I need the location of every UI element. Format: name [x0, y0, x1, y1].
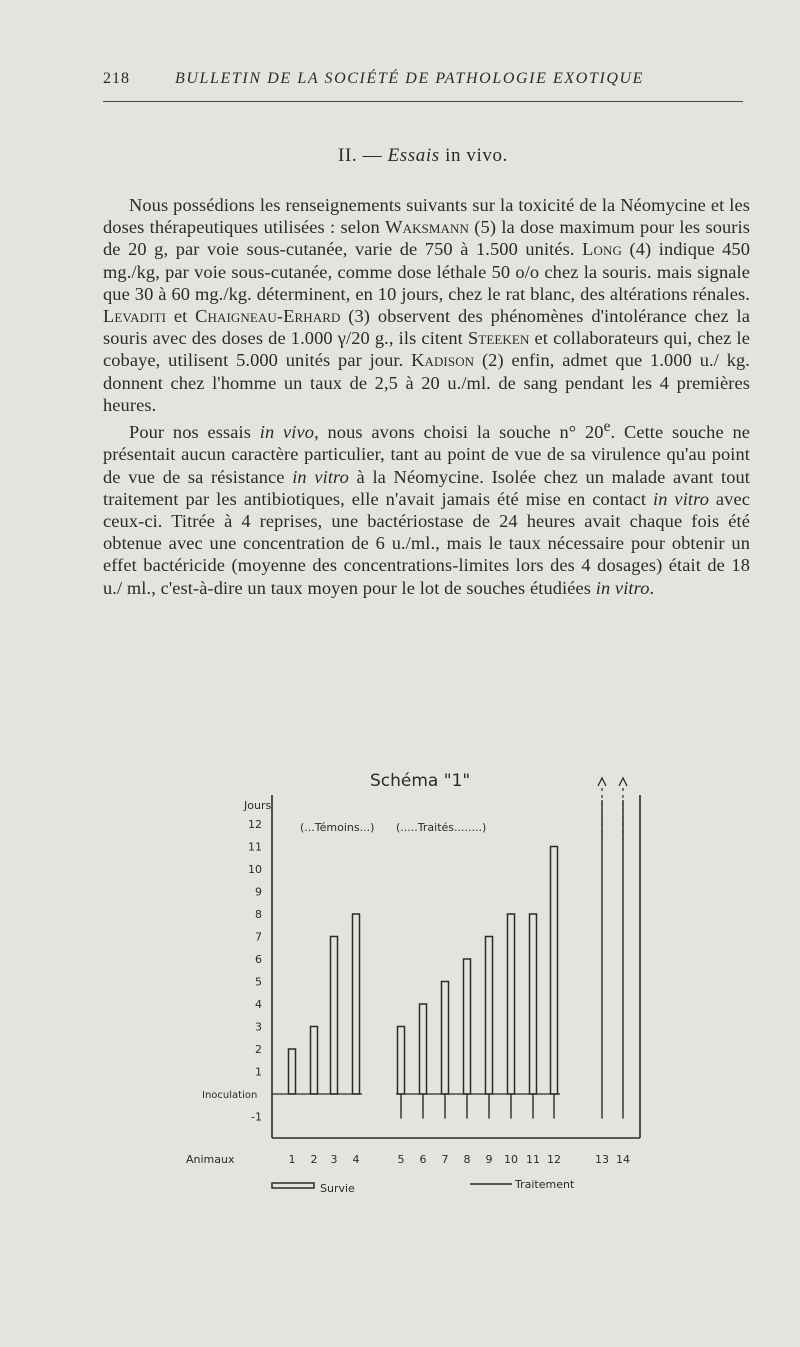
- p2-italic-2: in vitro: [292, 466, 349, 487]
- x-tick-label: 13: [595, 1153, 609, 1166]
- author-chaigneau-erhard: Chaigneau-Erhard: [195, 306, 341, 327]
- survivor-arrow-head: [619, 778, 627, 786]
- author-waksmann: Waksmann: [385, 217, 470, 238]
- survival-bar: [289, 1049, 296, 1094]
- y-tick-label: 1: [255, 1065, 262, 1079]
- y-tick-label: 8: [255, 908, 262, 921]
- page-number: 218: [103, 70, 130, 87]
- y-tick-label: 2: [255, 1043, 262, 1056]
- section-numeral: II. —: [338, 145, 383, 166]
- survival-bar: [442, 982, 449, 1095]
- p2-italic-4: in vitro: [595, 577, 650, 598]
- x-axis-label: Animaux: [186, 1153, 235, 1166]
- x-tick-label: 10: [504, 1153, 518, 1166]
- y-tick-label: 3: [255, 1020, 262, 1034]
- survival-bar: [331, 937, 338, 1095]
- y-tick-label: 7: [255, 930, 262, 944]
- x-tick-label: 3: [330, 1153, 338, 1166]
- author-levaditi: Levaditi: [103, 306, 167, 327]
- p1-text-1: Nous possédions les renseignements suivants sur la toxicité de la Néomycine et les doses thérapeutiques utilisées : selon: [103, 195, 750, 238]
- survival-bar: [353, 914, 360, 1094]
- p2-text-5: avec ceux-ci. Titrée à 4 reprises, une bactériostase de 24 heures avait chaque fois été obtenue avec une concentration de 6 u./ml., mais le taux nécessaire pour obtenir un effet bactéricide (moyenne des concentrations-limites lors des 4 dosages) était de 18 u./ ml., c'est-à-dire un taux moyen pour le lot de souches étudiées: [103, 488, 750, 598]
- survival-bar: [420, 1004, 427, 1094]
- section-title-rest: in vivo.: [445, 145, 508, 166]
- y-tick-label: 5: [255, 975, 262, 989]
- x-tick-label: 12: [547, 1153, 561, 1166]
- legend-survie-label: Survie: [320, 1182, 355, 1195]
- y-tick-label: Inoculation: [202, 1090, 258, 1101]
- p1-text-7: (2) enfin, admet que 1.000 u./ kg. donnent chez l'homme un taux de 2,5 à 20 u./ml. de sang pendant les 4 premières heures.: [103, 350, 750, 415]
- survival-bar: [464, 959, 471, 1094]
- y-tick-label: 10: [248, 863, 262, 876]
- x-tick-label: 2: [310, 1153, 318, 1166]
- survival-bar: [398, 1027, 405, 1095]
- y-tick-labels: [202, 818, 262, 1124]
- section-title-italic: Essais: [387, 145, 440, 166]
- x-tick-label: 8: [463, 1153, 471, 1166]
- chart-title: Schéma "1": [370, 771, 471, 791]
- x-tick-label: 4: [352, 1153, 360, 1166]
- y-tick-label: 4: [255, 998, 262, 1011]
- p2-superscript: e: [603, 418, 611, 436]
- x-tick-label: 14: [616, 1153, 630, 1166]
- y-tick-label: 12: [248, 818, 262, 831]
- group-label-traites: (.....Traités........): [396, 821, 487, 834]
- y-tick-label: 9: [255, 885, 262, 899]
- survival-bar: [311, 1027, 318, 1095]
- p1-text-2: (5) la dose maximum pour les souris de 20 g, par voie sous-cutanée, varie de 750 à 1.500 unités.: [103, 217, 750, 260]
- axes: [272, 795, 640, 1138]
- chart-legend: [272, 1178, 575, 1195]
- x-tick-label: 7: [441, 1153, 449, 1166]
- x-tick-label: 11: [526, 1153, 540, 1166]
- x-tick-label: 9: [485, 1153, 493, 1166]
- author-steeken: Steeken: [467, 328, 530, 349]
- p2-text-3: . Cette souche ne présentait aucun caractère particulier, tant au point de vue de sa virulence qu'au point de vue de sa résistance: [103, 422, 751, 487]
- y-tick-label: 6: [255, 953, 262, 966]
- p2-text-6: .: [649, 577, 655, 598]
- survival-bar: [530, 914, 537, 1094]
- author-kadison: Kadison: [411, 350, 475, 371]
- author-long: Long: [582, 239, 622, 260]
- y-tick-label: 11: [248, 840, 262, 854]
- survival-bar: [508, 914, 515, 1094]
- y-axis-label: Jours: [244, 799, 272, 812]
- survivor-arrow-head: [598, 778, 606, 786]
- x-tick-label: 6: [419, 1153, 427, 1166]
- journal-title: BULLETIN DE LA SOCIÉTÉ DE PATHOLOGIE EXOTIQUE: [175, 70, 645, 87]
- p1-text-5: (3) observent des phénomènes d'intolérance chez la souris avec des doses de 1.000 γ/20 g., ils citent: [103, 306, 750, 349]
- p2-text-1: Pour nos essais: [129, 422, 260, 443]
- survival-bar: [486, 937, 493, 1095]
- legend-traitement-label: Traitement: [515, 1178, 575, 1191]
- p1-text-3: (4) indique 450 mg./kg, par voie sous-cutanée, comme dose léthale 50 o/o chez la souris. mais signale que 30 à 60 mg./kg. déterminent, en 10 jours, chez le rat blanc, des altérations rénales.: [103, 239, 750, 304]
- legend-survie-swatch: [272, 1183, 314, 1188]
- x-tick-label: 1: [288, 1153, 296, 1166]
- p1-text-4: et: [166, 306, 196, 327]
- x-tick-labels: [289, 1153, 631, 1166]
- p1-text-6: et collaborateurs qui, chez le cobaye, utilisent 5.000 unités par jour.: [103, 328, 750, 371]
- p2-italic-3: in vitro: [653, 488, 709, 509]
- p2-text-2: , nous avons choisi la souche n° 20: [314, 422, 604, 443]
- group-label-temoins: (...Témoins...): [300, 821, 375, 834]
- p2-text-4: à la Néomycine. Isolée chez un malade avant tout traitement par les antibiotiques, elle n'avait jamais été mise en contact: [103, 466, 750, 509]
- p2-italic-1: in vivo: [259, 422, 315, 443]
- y-tick-label: -1: [251, 1110, 262, 1124]
- survival-bar: [551, 847, 558, 1095]
- x-tick-label: 5: [397, 1153, 405, 1166]
